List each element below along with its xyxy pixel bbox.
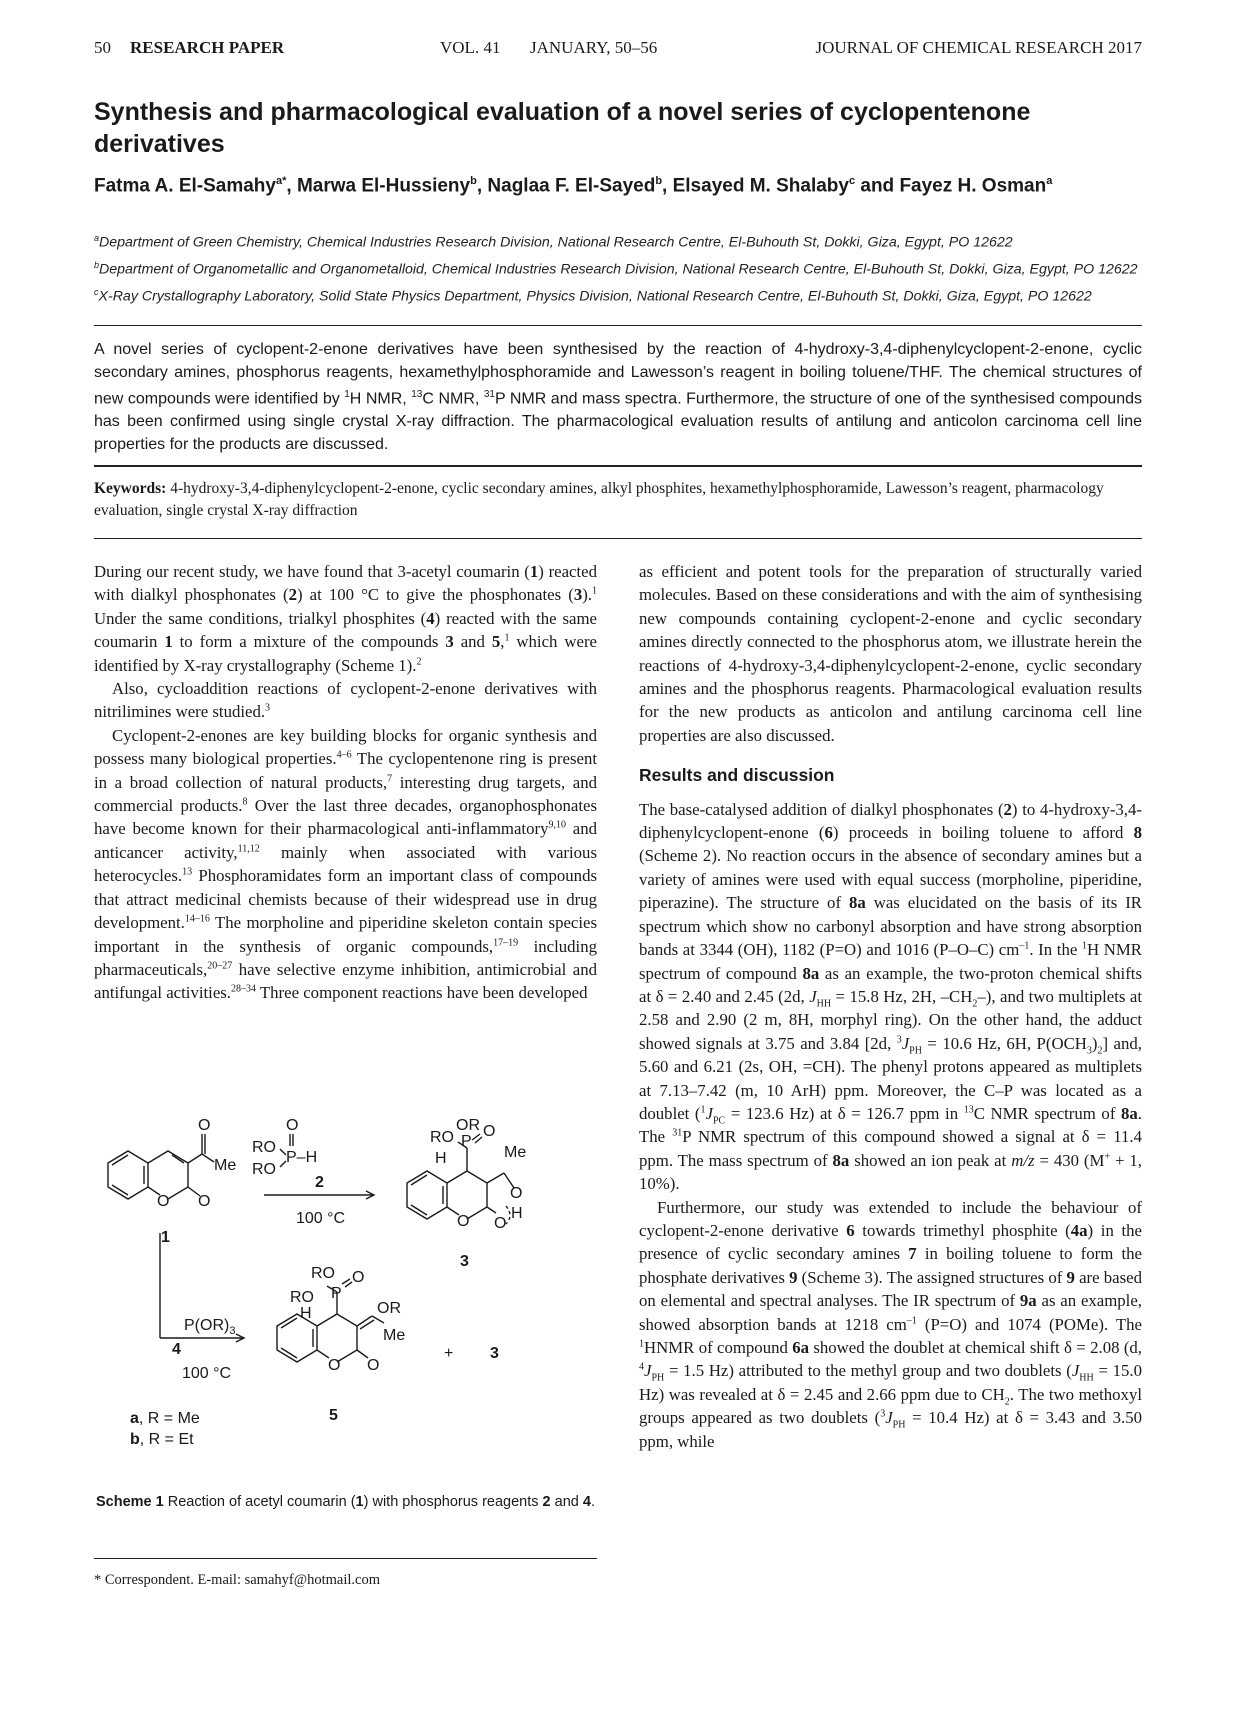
superscript: 3 (880, 1408, 886, 1420)
superscript: 3 (265, 702, 271, 714)
scheme-atom-label: O (510, 1185, 523, 1202)
scheme-atom-label: RO (290, 1289, 314, 1306)
superscript: 9,10 (548, 819, 566, 831)
rule-keywords (94, 538, 1142, 539)
scheme-atom-label: P (331, 1285, 342, 1302)
paragraph: Furthermore, our study was extended to include the behaviour of cyclopent-2-enone derivative 6 towards trimethyl phosphite (4a) in the presence of cyclic secondary amines 7 in boiling toluene to form the phosphate derivatives 9 (Scheme 3). The assigned structures of 9 are based on elemental and spectral analyses. The IR spectrum of 9a as an example, showed absorption bands at 1218 $cm^{-1}$ (P=O) and 1074 (POMe). The $^1$HNMR of compound 6a showed the doublet at chemical shift δ = 2.08 (d, $^4J_{PH} = 1.5$ Hz) attributed to the methyl group and two doublets ($J_{HH} = 15.0$ Hz) was revealed at δ = 2.45 and 2.66 ppm due to $CH_2$. The two methoxyl groups appeared as two doublets ($^3J_{PH} = 10.4$ Hz) at δ = 3.43 and 3.50 ppm, while (639, 1197, 1143, 1451)
superscript: –1 (906, 1315, 917, 1326)
paragraph: Cyclopent-2-enones are key building blocks for organic synthesis and possess many biological properties.$^{4-6}$ The cyclopentenone ring is present in a broad collection of natural products,$^7$ interesting drug targets, and commercial products.$^8$ Over the last three decades, organophosphonates have become known for their pharmacological anti-inflammatory$^{9,10}$ and anticancer activity,$^{11,12}$ mainly when associated with various heterocycles.$^{13}$ Phosphoramidates form an important class of compounds that attract medicinal chemists because of their widespread use in drug development.$^{14-16}$ The morpholine and piperidine skeleton contain species important in the synthesis of organic compounds,$^{17-19}$ including pharmaceuticals,$^{20-27}$ have selective enzyme inhibition, antimicrobial and antifungal activities.$^{28-34}$ Three component reactions have been developed (94, 725, 598, 1003)
superscript: 17–19 (493, 936, 519, 948)
italic-symbol: J (644, 1361, 652, 1381)
keywords-label: Keywords: (94, 480, 167, 497)
compound-ref: 4 (426, 608, 435, 628)
subscript: 2 (972, 998, 978, 1010)
compound-label-1: 1 (161, 1229, 170, 1246)
reagent-4-formula: $P(OR)_3$ (184, 1317, 236, 1337)
author-list: Fatma A. El-Samahy$^{a*}$, Marwa El-Hussieny$^b$, Naglaa F. El-Sayed$^b$, Elsayed M. Shalaby$^c$ and Fayez H. Osman$^a$ (94, 175, 1053, 197)
right-column (639, 560, 1142, 1453)
superscript: 13 (182, 866, 193, 878)
compound-ref: 9 (1066, 1267, 1075, 1287)
italic-symbol: J (705, 1103, 713, 1123)
italic-symbol: J (885, 1408, 893, 1428)
rule-top (94, 325, 1142, 326)
author-affiliation-mark: b (470, 175, 477, 187)
scheme-atom-label: RO (430, 1129, 454, 1146)
page-number: 50 (94, 38, 111, 57)
superscript: 1 (700, 1104, 706, 1116)
author-name: Naglaa F. El-Sayed (487, 175, 656, 197)
journal-name: JOURNAL OF CHEMICAL RESEARCH 2017 (815, 38, 1142, 57)
italic-symbol: J (809, 986, 817, 1006)
scheme-atom-label: H (511, 1205, 523, 1222)
compound-ref: 8 (1133, 823, 1142, 843)
subscript: PH (909, 1045, 922, 1057)
paragraph: The base-catalysed addition of dialkyl phosphonates (2) to 4-hydroxy-3,4-diphenylcyclopent-enone (6) proceeds in boiling toluene to afford 8 (Scheme 2). No reaction occurs in the absence of secondary amines but a variety of amines were used with equal success (morpholine, piperidine, piperazine). The structure of 8a was elucidated on the basis of its IR spectrum which show no carbonyl absorption and have strong absorption bands at 3344 (OH), 1182 (P=O) and 1016 (P–O–C) $cm^{-1}$. In the $^1$H NMR spectrum of compound 8a as an example, the two-proton chemical shifts at δ = 2.40 and 2.45 (2d, $J_{HH} = 15.8$ Hz, 2H, $-CH_2-$), and two multiplets at 2.58 and 2.90 (2 m, 8H, morphyl ring). On the other hand, the adduct showed signals at 3.75 and 3.84 [2d, $^3J_{PH} = 10.6$ Hz, 6H, $P(OCH_3)_2$] and, 5.60 and 6.21 (2s, OH, =CH). The phenyl protons appeared as multiplets at 7.13–7.42 (m, 10 ArH) ppm. Moreover, the C–P was located as a doublet ($^1J_{PC} = 123.6$ Hz) at δ = 126.7 ppm in $^{13}$C NMR spectrum of 8a. The $^{31}$P NMR spectrum of this compound showed a signal at δ = 11.4 ppm. The mass spectrum of 8a showed an ion peak at m/z = 430 (M+ + 1, 10%). (639, 799, 1143, 1194)
compound-label-3: 3 (490, 1345, 499, 1362)
issue-pages: JANUARY, 50–56 (530, 38, 658, 57)
paragraph: Also, cycloaddition reactions of cyclopent-2-enone derivatives with nitrilimines were studied.$^3$ (94, 679, 597, 722)
superscript: 4–6 (336, 749, 352, 761)
author-name: Fayez H. Osman (899, 175, 1047, 197)
keywords (94, 478, 1142, 521)
author-name: Marwa El-Hussieny (296, 175, 471, 197)
scheme-atom-label: O (483, 1123, 496, 1140)
scheme-atom-label: O (198, 1193, 211, 1210)
compound-ref: 8a (802, 963, 820, 983)
scheme-atom-label: H (435, 1150, 447, 1167)
scheme-caption: Scheme 1 Reaction of acetyl coumarin (1) with phosphorus reagents 2 and 4. (96, 1494, 595, 1510)
superscript: 4 (639, 1361, 644, 1373)
footnote-rule (94, 1558, 597, 1559)
superscript: 2 (416, 656, 422, 668)
scheme-atom-label: Me (504, 1144, 527, 1161)
scheme-1-figure (94, 1108, 597, 1488)
compound-label-2: 2 (315, 1174, 324, 1191)
affiliation: $^b$Department of Organometallic and Organometalloid, Chemical Industries Research Division, National Research Centre, El-Buhouth St, Dokki, Giza, Egypt, PO 12622 (94, 260, 1138, 278)
subscript: PC (712, 1115, 726, 1127)
superscript: 1 (504, 632, 510, 644)
scheme-atom-label: P (461, 1133, 472, 1150)
affiliation: $^a$Department of Green Chemistry, Chemical Industries Research Division, National Research Centre, El-Buhouth St, Dokki, Giza, Egypt, PO 12622 (94, 233, 1013, 251)
superscript: 28–34 (231, 983, 257, 995)
superscript: 1 (639, 1338, 644, 1350)
affiliation: $^c$X-Ray Crystallography Laboratory, Solid State Physics Department, Physics Division, National Research Centre, El-Buhouth St, Dokki, Giza, Egypt, PO 12622 (94, 287, 1092, 306)
article-type: RESEARCH PAPER (130, 38, 285, 57)
scheme-atom-label: O (494, 1215, 507, 1232)
scheme-atom-label: OR (377, 1300, 401, 1317)
section-heading: Results and discussion (639, 765, 835, 786)
compound-ref: 6a (792, 1338, 809, 1357)
paragraph: During our recent study, we have found that 3-acetyl coumarin (1) reacted with dialkyl phosphonates (2) at 100 °C to give the phosphonates (3).$^1$ Under the same conditions, trialkyl phosphites (4) reacted with the same coumarin 1 to form a mixture of the compounds 3 and 5,$^1$ which were identified by X-ray crystallography (Scheme 1).$^2$ (94, 562, 597, 675)
compound-ref: 5 (491, 632, 501, 652)
volume: VOL. 41 (440, 38, 501, 57)
superscript: 13 (963, 1104, 974, 1116)
author-affiliation-mark: a* (275, 175, 287, 187)
superscript: 3 (896, 1034, 902, 1046)
superscript: 11,12 (237, 843, 260, 855)
compound-label-5: 5 (329, 1407, 338, 1424)
compound-ref: 3 (573, 585, 583, 605)
compound-ref: 7 (908, 1244, 917, 1264)
subscript: PH (651, 1372, 665, 1384)
scheme-atom-label: O (286, 1117, 299, 1134)
reaction-condition: 100 °C (296, 1210, 346, 1227)
superscript: 1 (592, 585, 597, 597)
compound-ref: 2 (1003, 799, 1012, 819)
scheme-atom-label: O (457, 1213, 470, 1230)
plus-sign: + (444, 1345, 454, 1362)
compound-ref: 1 (164, 632, 173, 652)
keywords-text: 4-hydroxy-3,4-diphenylcyclopent-2-enone, cyclic secondary amines, alkyl phosphites, hexamethylphosphoramide, Lawesson’s reagent, pharmacology evaluation, single crystal X-ray diffraction (94, 480, 1104, 519)
compound-ref: 9 (789, 1267, 798, 1287)
superscript: –1 (1019, 940, 1030, 952)
legend-b: b, R = Et (130, 1431, 194, 1448)
running-header (94, 38, 1142, 62)
compound-ref: 1 (529, 562, 539, 581)
scheme-atom-label: O (157, 1193, 170, 1210)
subscript: 2 (1004, 1396, 1010, 1408)
rule-abstract (94, 465, 1142, 467)
author-name: Elsayed M. Shalaby (672, 175, 849, 197)
scheme-atom-label: Me (383, 1327, 406, 1344)
correspondence-footnote: * Correspondent. E-mail: samahyf@hotmail.com (94, 1572, 380, 1588)
compound-label-4: 4 (172, 1341, 181, 1358)
italic-symbol: J (901, 1033, 910, 1053)
compound-ref: 2 (288, 585, 298, 605)
italic-symbol: m/z (1011, 1150, 1035, 1170)
compound-ref: 8a (832, 1150, 850, 1170)
scheme-atom-label: O (367, 1357, 380, 1374)
author-affiliation-mark: a (1046, 175, 1053, 187)
abstract: A novel series of cyclopent-2-enone derivatives have been synthesised by the reaction of 4-hydroxy-3,4-diphenylcyclopent-2-enone, cyclic secondary amines, phosphorus reagents, hexamethylphosphoramide and Lawesson’s reagent in boiling toluene/THF. The chemical structures of new compounds were identified by $^1$H NMR, $^{13}$C NMR, $^{31}$P NMR and mass spectra. Furthermore, the structure of one of the synthesised compounds has been confirmed using single crystal X-ray diffraction. The pharmacological evaluation results of antilung and anticolon carcinoma cell line properties for the products are discussed. (94, 341, 1142, 454)
scheme-atom-label: OR (456, 1117, 480, 1134)
compound-ref: 9a (1019, 1291, 1037, 1311)
scheme-atom-label: Me (214, 1157, 237, 1174)
superscript: + (1104, 1151, 1111, 1163)
article-title: Synthesis and pharmacological evaluation of a novel series of cyclopentenone derivatives (94, 98, 1031, 158)
scheme-atom-label: RO (311, 1265, 335, 1282)
superscript: 20–27 (207, 960, 233, 972)
superscript: 1 (1081, 940, 1087, 952)
scheme-atom-label: P–H (286, 1149, 318, 1166)
reaction-condition: 100 °C (182, 1365, 232, 1382)
compound-ref: 6 (846, 1220, 855, 1240)
superscript: 31 (672, 1127, 683, 1139)
compound-ref: 6 (824, 823, 833, 843)
subscript: 2 (1097, 1045, 1103, 1057)
subscript: 3 (1086, 1045, 1092, 1057)
subscript: PH (892, 1419, 906, 1431)
paragraph: as efficient and potent tools for the preparation of structurally varied molecules. Based on these considerations and with the aim of synthesising new compounds containing cyclopent-2-enone and cyclic secondary amines directly connected to the phosphorus atom, we illustrate herein the reactions of 4-hydroxy-3,4-diphenylcyclopent-2-enone, cyclic secondary amines and the phosphorus reagents. Pharmacological evaluation results for the new products as anticolon and antilung carcinoma cell line properties are also discussed. (639, 562, 1142, 745)
compound-ref: 3 (445, 632, 454, 652)
italic-symbol: J (1071, 1361, 1080, 1381)
author-affiliation-mark: c (848, 175, 856, 187)
compound-ref: 8a (1121, 1103, 1138, 1123)
scheme-atom-label: RO (252, 1161, 276, 1178)
left-column (94, 560, 597, 1005)
scheme-atom-label: O (328, 1357, 341, 1374)
superscript: 14–16 (184, 913, 210, 925)
compound-ref: 4a (1070, 1220, 1088, 1240)
subscript: HH (816, 998, 832, 1010)
scheme-atom-label: O (198, 1117, 211, 1134)
compound-ref: 8a (849, 893, 866, 913)
subscript: HH (1079, 1372, 1094, 1384)
superscript: 7 (387, 773, 393, 785)
scheme-atom-label: RO (252, 1139, 276, 1156)
affiliations (94, 228, 1142, 310)
superscript: 8 (242, 796, 248, 808)
legend-a: a, R = Me (130, 1410, 200, 1427)
author-name: Fatma A. El-Samahy (94, 175, 276, 197)
author-affiliation-mark: b (655, 175, 663, 187)
scheme-atom-label: H (300, 1305, 312, 1322)
compound-label-3: 3 (460, 1253, 469, 1270)
scheme-atom-label: O (352, 1269, 365, 1286)
